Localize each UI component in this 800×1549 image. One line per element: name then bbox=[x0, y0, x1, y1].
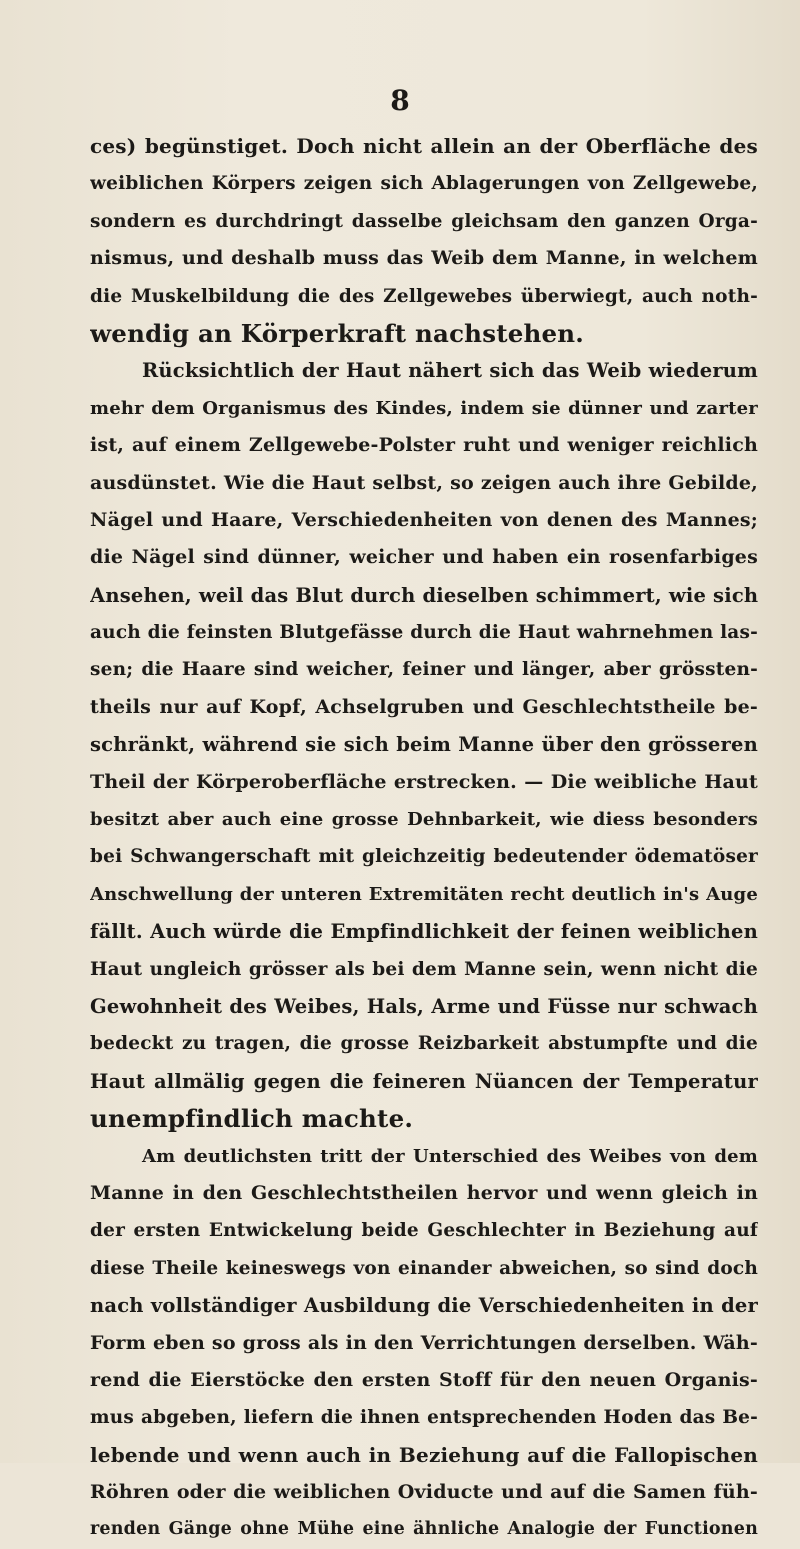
text-line: nismus, und deshalb muss das Weib dem Manne, in welchem bbox=[90, 247, 758, 270]
text-line: Theil der Körperoberfläche erstrecken. — Die weibliche Haut bbox=[90, 770, 758, 793]
text-line: auch die feinsten Blutgefässe durch die Haut wahrnehmen las- bbox=[90, 622, 758, 644]
text-line: sen; die Haare sind weicher, feiner und länger, aber grössten- bbox=[90, 659, 758, 681]
text-line: Rücksichtlich der Haut nähert sich das Weib wiederum bbox=[142, 359, 758, 383]
body-text bbox=[90, 128, 758, 1549]
text-line: der ersten Entwickelung beide Geschlechter in Beziehung auf bbox=[90, 1220, 758, 1242]
text-line: Anschwellung der unteren Extremitäten recht deutlich in's Auge bbox=[90, 883, 758, 905]
text-line: die Muskelbildung die des Zellgewebes überwiegt, auch noth- bbox=[90, 285, 758, 307]
text-line: schränkt, während sie sich beim Manne über den grösseren bbox=[90, 733, 758, 757]
text-line: Manne in den Geschlechtstheilen hervor und wenn gleich in bbox=[90, 1181, 758, 1204]
text-line: mehr dem Organismus des Kindes, indem sie dünner und zarter bbox=[90, 397, 758, 419]
text-line: Nägel und Haare, Verschiedenheiten von denen des Mannes; bbox=[90, 508, 758, 531]
text-line: ces) begünstiget. Doch nicht allein an der Oberfläche des bbox=[90, 134, 758, 158]
text-line: Röhren oder die weiblichen Oviducte und auf die Samen füh- bbox=[90, 1481, 758, 1504]
text-line: Haut ungleich grösser als bei dem Manne sein, wenn nicht die bbox=[90, 958, 758, 980]
text-line: diese Theile keineswegs von einander abweichen, so sind doch bbox=[90, 1257, 758, 1279]
text-line: weiblichen Körpers zeigen sich Ablagerungen von Zellgewebe, bbox=[90, 173, 758, 195]
text-line: ausdünstet. Wie die Haut selbst, so zeigen auch ihre Gebilde, bbox=[90, 471, 758, 494]
text-line: wendig an Körperkraft nachstehen. bbox=[90, 318, 585, 348]
text-line: nach vollständiger Ausbildung die Verschiedenheiten in der bbox=[90, 1294, 758, 1318]
text-line: Form eben so gross als in den Verrichtungen derselben. Wäh- bbox=[90, 1331, 758, 1354]
text-line: theils nur auf Kopf, Achselgruben und Geschlechtstheile be- bbox=[90, 695, 758, 718]
text-line: Gewohnheit des Weibes, Hals, Arme und Füsse nur schwach bbox=[90, 994, 758, 1018]
text-line: sondern es durchdringt dasselbe gleichsam den ganzen Orga- bbox=[90, 210, 758, 232]
text-line: unempfindlich machte. bbox=[90, 1104, 414, 1134]
text-line: die Nägel sind dünner, weicher und haben ein rosenfarbiges bbox=[90, 546, 758, 569]
text-line: rend die Eierstöcke den ersten Stoff für den neuen Organis- bbox=[90, 1368, 758, 1391]
text-line: Ansehen, weil das Blut durch dieselben schimmert, wie sich bbox=[90, 583, 758, 607]
text-line: bedeckt zu tragen, die grosse Reizbarkeit abstumpfte und die bbox=[90, 1033, 758, 1055]
text-line: lebende und wenn auch in Beziehung auf die Fallopischen bbox=[90, 1442, 758, 1467]
text-line: Haut allmälig gegen die feineren Nüancen der Temperatur bbox=[90, 1069, 758, 1093]
text-line: fällt. Auch würde die Empfindlichkeit der feinen weiblichen bbox=[90, 920, 758, 944]
page-number: 8 bbox=[390, 84, 410, 117]
text-line: besitzt aber auch eine grosse Dehnbarkeit, wie diess besonders bbox=[90, 809, 758, 831]
text-line: Am deutlichsten tritt der Unterschied des Weibes von dem bbox=[142, 1145, 758, 1167]
text-line: renden Gänge ohne Mühe eine ähnliche Analogie der Functionen bbox=[90, 1519, 758, 1540]
text-line: ist, auf einem Zellgewebe-Polster ruht und weniger reichlich bbox=[90, 434, 758, 457]
text-line: bei Schwangerschaft mit gleichzeitig bedeutender ödematöser bbox=[90, 846, 758, 868]
text-line: mus abgeben, liefern die ihnen entsprechenden Hoden das Be- bbox=[90, 1407, 758, 1429]
